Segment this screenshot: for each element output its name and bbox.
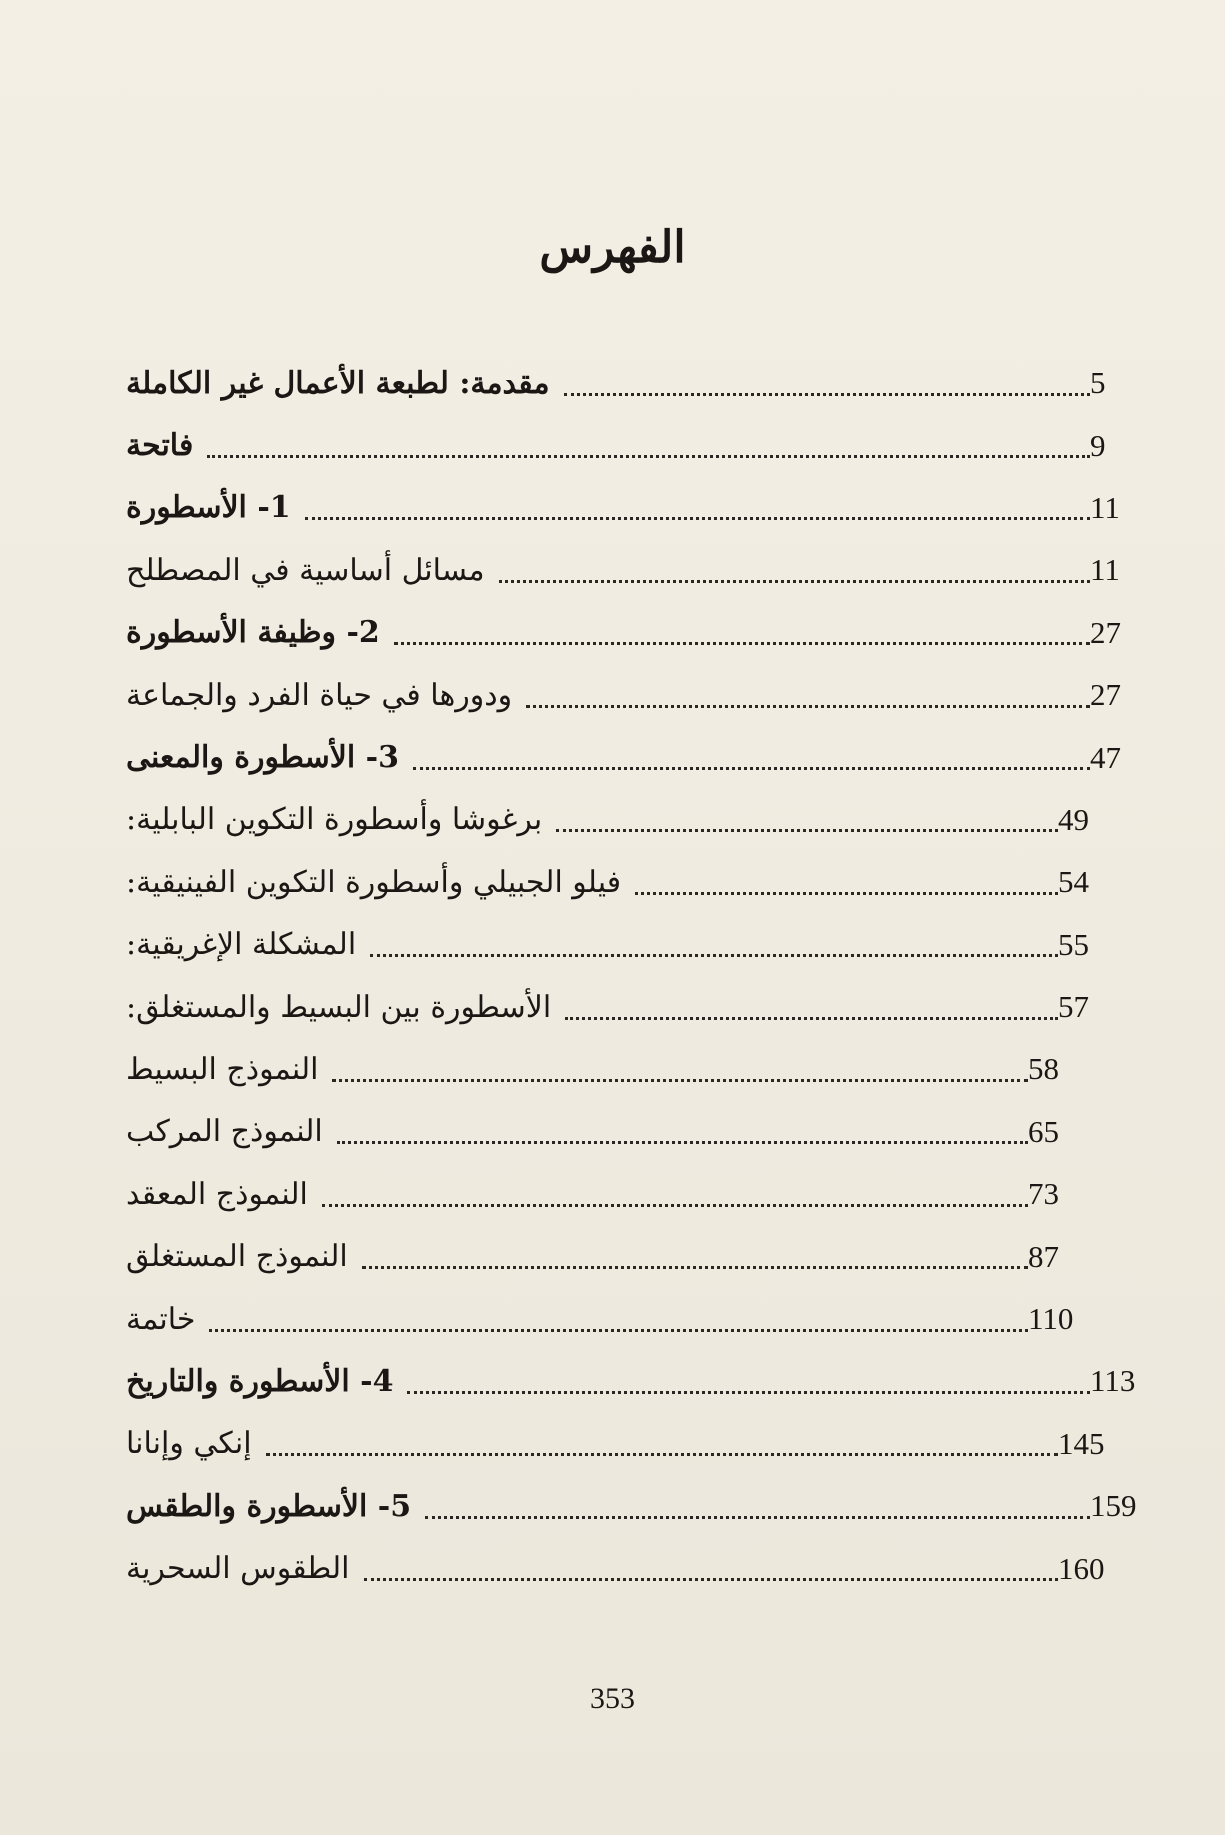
toc-entry-chapter-3	[120, 726, 1150, 788]
toc-entry-chapter-1	[120, 477, 1150, 539]
toc-entry-chapter-1-subtitle	[120, 539, 1150, 601]
toc-entry-label: 4- الأسطورة والتاريخ	[126, 1363, 394, 1399]
toc-entry-label: إنكي وإنانا	[126, 1426, 252, 1462]
toc-entry-page: 11	[1090, 552, 1120, 588]
toc-entry-page: 145	[1058, 1425, 1105, 1461]
toc-entry-page: 55	[1058, 926, 1089, 962]
toc-entry-page: 87	[1028, 1238, 1059, 1274]
page-title: الفهرس	[539, 222, 686, 273]
toc-entry-label: النموذج البسيط	[126, 1051, 319, 1087]
toc-entry-page: 159	[1090, 1488, 1137, 1524]
dot-leader	[565, 1017, 1058, 1020]
toc-entry-page: 49	[1058, 801, 1089, 837]
toc-entry-chapter-2	[120, 602, 1150, 664]
dot-leader	[407, 1391, 1090, 1394]
table-of-contents	[120, 352, 1150, 1600]
toc-entry-page: 113	[1090, 1363, 1136, 1399]
toc-entry-page: 9	[1090, 427, 1106, 463]
toc-entry-page: 73	[1028, 1176, 1059, 1212]
toc-entry-subsection	[120, 1225, 1150, 1287]
dot-leader	[425, 1516, 1090, 1519]
toc-entry-page: 27	[1090, 677, 1121, 713]
dot-leader	[362, 1266, 1028, 1269]
toc-entry-page: 11	[1090, 489, 1120, 525]
toc-entry-label: 5- الأسطورة والطقس	[126, 1488, 412, 1524]
toc-entry-label: النموذج المركب	[126, 1114, 323, 1150]
toc-entry-label: مسائل أساسية في المصطلح	[126, 552, 485, 588]
toc-entry-section	[120, 1537, 1150, 1599]
toc-entry-subsection	[120, 1163, 1150, 1225]
toc-entry-section	[120, 976, 1150, 1038]
toc-entry-label: ودورها في حياة الفرد والجماعة	[126, 677, 513, 713]
dot-leader	[207, 455, 1090, 458]
toc-entry-page: 54	[1058, 864, 1089, 900]
toc-entry-page: 5	[1090, 365, 1106, 401]
dot-leader	[635, 892, 1058, 895]
toc-entry-label: 3- الأسطورة والمعنى	[126, 740, 399, 776]
dot-leader	[370, 954, 1058, 957]
toc-entry-chapter-4	[120, 1350, 1150, 1412]
toc-entry-label: فاتحة	[126, 428, 194, 464]
toc-entry-label: الطقوس السحرية	[126, 1551, 350, 1587]
toc-entry-page: 27	[1090, 614, 1121, 650]
dot-leader	[564, 393, 1090, 396]
dot-leader	[305, 517, 1090, 520]
dot-leader	[332, 1079, 1028, 1082]
page-number: 353	[590, 1682, 635, 1715]
toc-entry-subsection	[120, 1038, 1150, 1100]
dot-leader	[337, 1141, 1028, 1144]
toc-entry-introduction	[120, 352, 1150, 414]
toc-entry-chapter-5	[120, 1475, 1150, 1537]
toc-entry-label: مقدمة: لطبعة الأعمال غير الكاملة	[126, 365, 550, 401]
toc-entry-section	[120, 914, 1150, 976]
dot-leader	[556, 829, 1058, 832]
dot-leader	[394, 642, 1090, 645]
toc-entry-page: 65	[1028, 1113, 1059, 1149]
toc-entry-page: 57	[1058, 989, 1089, 1025]
dot-leader	[209, 1329, 1028, 1332]
toc-entry-page: 110	[1028, 1301, 1074, 1337]
toc-entry-section	[120, 1413, 1150, 1475]
toc-entry-label: برغوشا وأسطورة التكوين البابلية:	[126, 802, 543, 838]
toc-entry-page: 47	[1090, 739, 1121, 775]
toc-entry-label: خاتمة	[126, 1301, 196, 1337]
toc-entry-page: 160	[1058, 1550, 1105, 1586]
dot-leader	[322, 1204, 1028, 1207]
dot-leader	[413, 767, 1090, 770]
toc-entry-label: المشكلة الإغريقية:	[126, 927, 357, 963]
toc-entry-page: 58	[1028, 1051, 1059, 1087]
toc-entry-label: النموذج المستغلق	[126, 1239, 348, 1275]
toc-entry-label: فيلو الجبيلي وأسطورة التكوين الفينيقية:	[126, 864, 622, 900]
toc-entry-section	[120, 789, 1150, 851]
dot-leader	[266, 1453, 1058, 1456]
toc-entry-label: 2- وظيفة الأسطورة	[126, 615, 380, 651]
toc-entry-label: الأسطورة بين البسيط والمستغلق:	[126, 989, 552, 1025]
toc-entry-label: 1- الأسطورة	[126, 490, 291, 526]
toc-entry-subsection	[120, 1101, 1150, 1163]
dot-leader	[364, 1578, 1058, 1581]
toc-entry-label: النموذج المعقد	[126, 1176, 308, 1212]
dot-leader	[526, 705, 1090, 708]
dot-leader	[499, 580, 1090, 583]
toc-entry-opening	[120, 414, 1150, 476]
toc-entry-conclusion	[120, 1288, 1150, 1350]
toc-entry-chapter-2-subtitle	[120, 664, 1150, 726]
toc-entry-section	[120, 851, 1150, 913]
